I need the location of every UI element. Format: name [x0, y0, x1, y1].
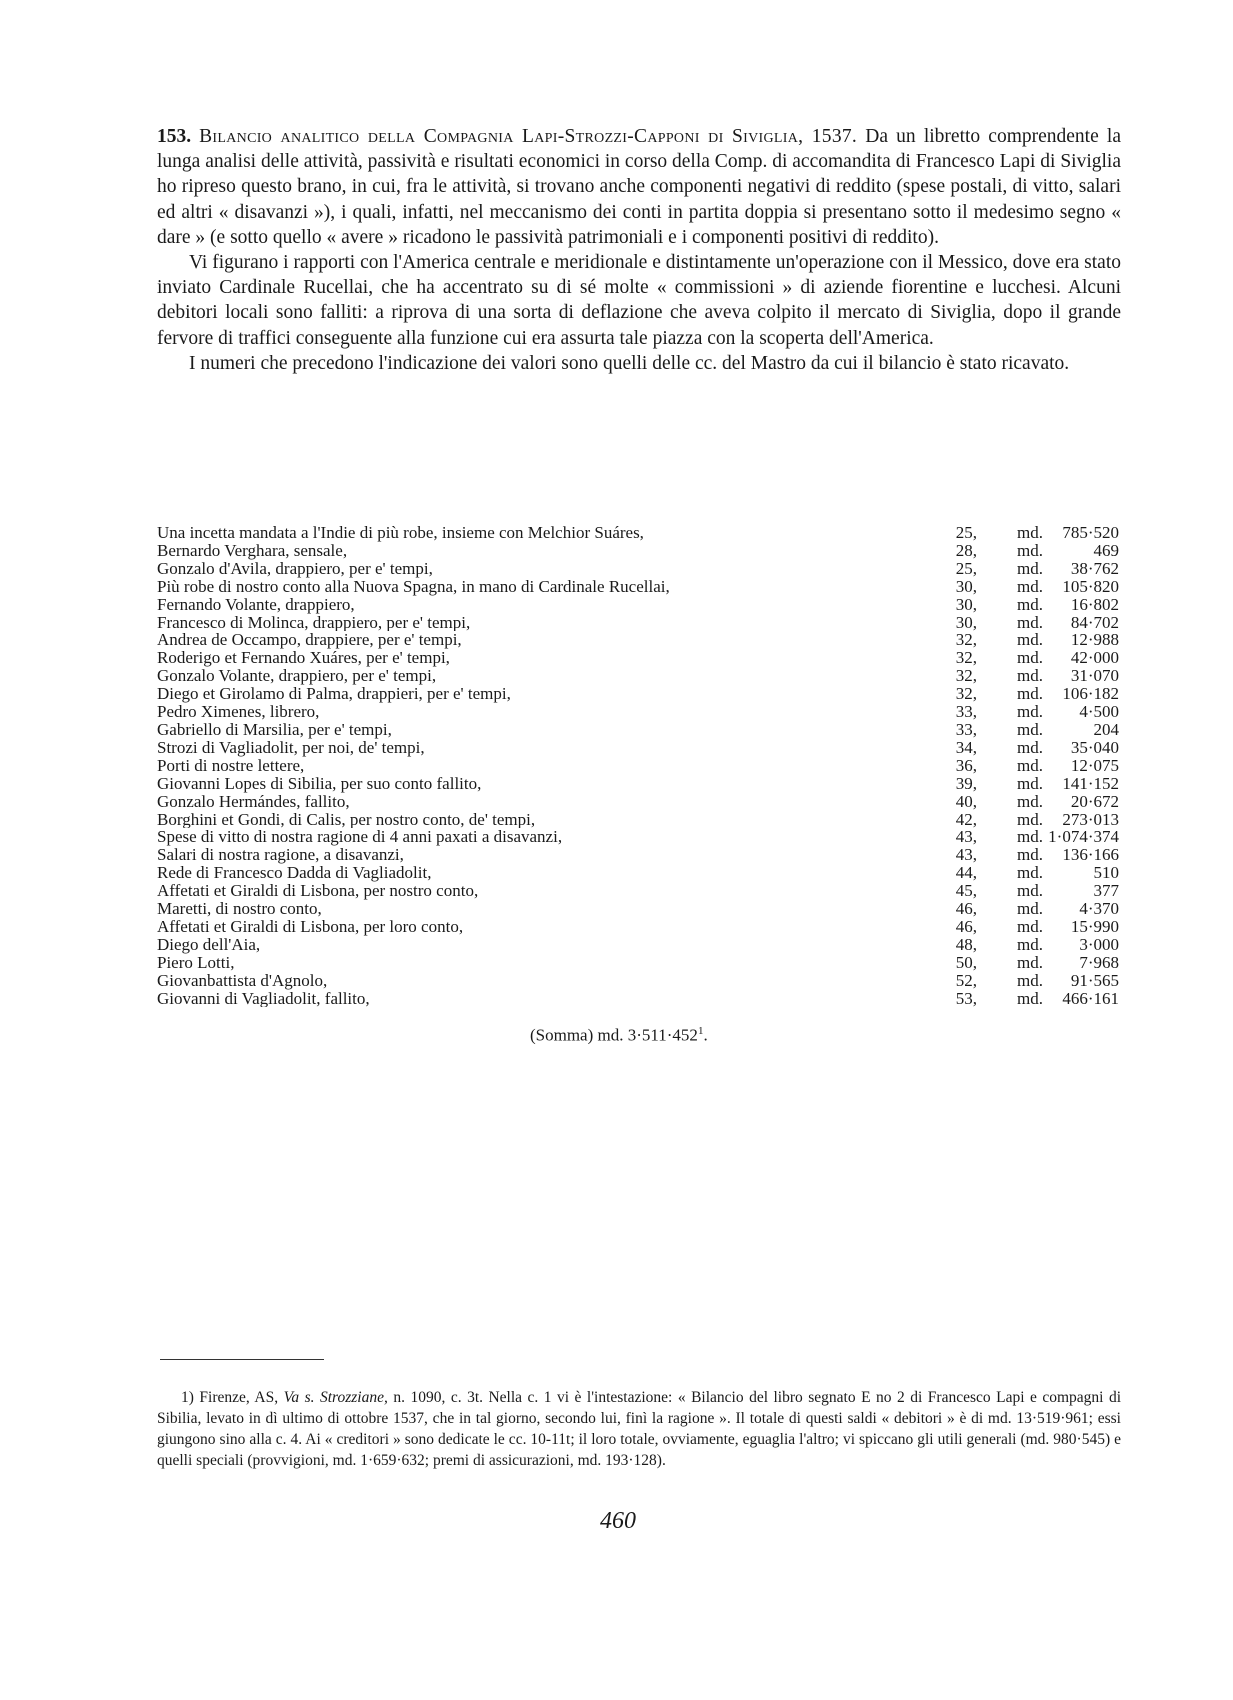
entry-description: Bernardo Verghara, sensale,	[157, 541, 348, 560]
entry-description: Giovanni Lopes di Sibilia, per suo conto fallito,	[157, 774, 482, 793]
entry-amount: 105·820	[1062, 576, 1119, 596]
entry-amount: 204	[1093, 719, 1119, 739]
intro-text	[157, 124, 1121, 376]
entry-unit: md.	[1017, 791, 1043, 811]
ledger-row	[157, 739, 1119, 757]
entry-amount: 273·013	[1062, 809, 1119, 829]
ledger-row	[157, 828, 1119, 846]
entry-amount: 16·802	[1070, 594, 1119, 614]
entry-amount: 12·988	[1070, 630, 1119, 650]
ledger-row	[157, 793, 1119, 811]
entry-amount: 466·161	[1062, 988, 1119, 1008]
entry-unit: md.	[1017, 934, 1043, 954]
entry-description: Giovanni di Vagliadolit, fallito,	[157, 989, 370, 1008]
entry-unit: md.	[1017, 523, 1043, 542]
entry-amount: 785·520	[1062, 523, 1119, 542]
entry-page: 30,	[955, 576, 977, 596]
ledger-row	[157, 667, 1119, 685]
entry-unit: md.	[1017, 576, 1043, 596]
ledger-row	[157, 524, 1119, 542]
entry-unit: md.	[1017, 988, 1043, 1008]
entry-amount: 377	[1093, 881, 1119, 901]
entry-page: 46,	[955, 899, 977, 919]
ledger-row	[157, 900, 1119, 918]
footnote-series: Va s. Strozziane,	[283, 1389, 388, 1406]
entry-description: Borghini et Gondi, di Calis, per nostro conto, de' tempi,	[157, 810, 536, 829]
entry-unit: md.	[1017, 899, 1043, 919]
entry-page: 44,	[955, 863, 977, 883]
entry-unit: md.	[1017, 594, 1043, 614]
paragraph-text: Da un libretto comprendente la lunga analisi delle attività, passività e risultati economici in corso della Comp. di accomandita di Francesco Lapi di Siviglia ho ripreso questo brano, in cui, fra le attività, si trovano anche componenti negativi di reddito (spese postali, di vitto, salari ed altri « disavanzi »), i quali, infatti, nel meccanismo dei conti in partita doppia si presentano sotto il medesimo segno « dare » (e sotto quello « avere » ricadono le passività patrimoniali e i componenti positivi di reddito).	[157, 126, 1121, 248]
entry-unit: md.	[1017, 952, 1043, 972]
entry-page: 36,	[955, 755, 977, 775]
entry-page: 45,	[955, 881, 977, 901]
section-number: 153.	[157, 126, 192, 147]
entry-description: Francesco di Molinca, drappiero, per e' tempi,	[157, 613, 471, 632]
entry-page: 32,	[955, 666, 977, 686]
ledger-row	[157, 649, 1119, 667]
entry-page: 34,	[955, 737, 977, 757]
entry-page: 46,	[955, 916, 977, 936]
entry-page: 32,	[955, 684, 977, 704]
entry-amount: 7·968	[1079, 952, 1119, 972]
entry-page: 39,	[955, 773, 977, 793]
ledger-row	[157, 864, 1119, 882]
entry-page: 32,	[955, 648, 977, 668]
entry-unit: md.	[1017, 558, 1043, 578]
entry-unit: md.	[1017, 684, 1043, 704]
intro-paragraph-1	[157, 124, 1121, 250]
ledger-row	[157, 846, 1119, 864]
footnote-reference: 1	[697, 1025, 704, 1037]
entry-unit: md.	[1017, 630, 1043, 650]
ledger-row	[157, 685, 1119, 703]
entry-unit: md.	[1017, 773, 1043, 793]
entry-amount: 12·075	[1070, 755, 1119, 775]
entry-description: Fernando Volante, drappiero,	[157, 595, 355, 614]
page-number: 460	[600, 1508, 636, 1534]
entry-description: Gabriello di Marsilia, per e' tempi,	[157, 720, 392, 739]
intro-paragraph-2: Vi figurano i rapporti con l'America centrale e meridionale e distintamente un'operazione con il Messico, dove era stato inviato Cardinale Rucellai, che ha accentrato su di sé molte « commissioni » di aziende fiorentine e lucchesi. Alcuni debitori locali sono falliti: a riprova di una sorta di deflazione che aveva colpito il mercato di Siviglia, dopo il grande fervore di traffici conseguente alla funzione cui era assurta tale piazza con la scoperta dell'America.	[157, 252, 1121, 349]
footnote-marker: 1)	[181, 1389, 194, 1406]
entry-description: Roderigo et Fernando Xuáres, per e' tempi,	[157, 649, 450, 668]
entry-unit: md.	[1017, 970, 1043, 990]
entry-amount: 4·370	[1079, 899, 1119, 919]
ledger-row	[157, 936, 1119, 954]
ledger-table	[157, 524, 1119, 1007]
entry-description: Pedro Ximenes, librero,	[157, 703, 320, 721]
entry-page: 40,	[955, 791, 977, 811]
total-text: (Somma) md. 3·511·452	[530, 1025, 698, 1045]
entry-amount: 136·166	[1062, 845, 1119, 865]
entry-unit: md.	[1017, 719, 1043, 739]
entry-description: Una incetta mandata a l'Indie di più robe, insieme con Melchior Suáres,	[157, 524, 644, 542]
ledger-row	[157, 811, 1119, 829]
entry-description: Salari di nostra ragione, a disavanzi,	[157, 846, 404, 865]
entry-page: 48,	[955, 934, 977, 954]
entry-unit: md.	[1017, 612, 1043, 632]
ledger-row	[157, 757, 1119, 775]
ledger-row	[157, 578, 1119, 596]
entry-description: Gonzalo Hermándes, fallito,	[157, 792, 350, 811]
entry-description: Andrea de Occampo, drappiere, per e' tempi,	[157, 631, 462, 650]
entry-page: 30,	[955, 612, 977, 632]
footnote	[157, 1387, 1121, 1471]
entry-page: 33,	[955, 719, 977, 739]
ledger-row	[157, 954, 1119, 972]
entry-description: Gonzalo Volante, drappiero, per e' tempi,	[157, 667, 437, 686]
entry-page: 53,	[955, 988, 977, 1008]
entry-amount: 1·074·374	[1048, 827, 1119, 847]
entry-description: Strozi di Vagliadolit, per noi, de' tempi,	[157, 738, 425, 757]
ledger-row	[157, 990, 1119, 1008]
total-end: .	[703, 1025, 708, 1045]
entry-description: Affetati et Giraldi di Lisbona, per loro conto,	[157, 917, 464, 936]
entry-amount: 38·762	[1070, 558, 1119, 578]
ledger-row	[157, 775, 1119, 793]
ledger-row	[157, 614, 1119, 632]
entry-description: Giovanbattista d'Agnolo,	[157, 971, 328, 990]
entry-amount: 3·000	[1079, 934, 1119, 954]
entry-unit: md.	[1017, 737, 1043, 757]
ledger-row	[157, 542, 1119, 560]
ledger-row	[157, 721, 1119, 739]
entry-page: 25,	[955, 523, 977, 542]
entry-page: 52,	[955, 970, 977, 990]
entry-amount: 4·500	[1079, 702, 1119, 722]
entry-amount: 84·702	[1070, 612, 1119, 632]
ledger-row	[157, 972, 1119, 990]
ledger-row	[157, 882, 1119, 900]
entry-unit: md.	[1017, 916, 1043, 936]
ledger-row	[157, 596, 1119, 614]
entry-unit: md.	[1017, 666, 1043, 686]
ledger-row	[157, 918, 1119, 936]
entry-amount: 141·152	[1062, 773, 1119, 793]
entry-page: 30,	[955, 594, 977, 614]
entry-description: Affetati et Giraldi di Lisbona, per nostro conto,	[157, 882, 479, 901]
entry-description: Maretti, di nostro conto,	[157, 900, 322, 918]
intro-paragraph-3: I numeri che precedono l'indicazione dei valori sono quelli delle cc. del Mastro da cui il bilancio è stato ricavato.	[189, 352, 1070, 374]
footnote-separator	[160, 1359, 324, 1360]
entry-page: 43,	[955, 827, 977, 847]
entry-description: Diego et Girolamo di Palma, drappieri, per e' tempi,	[157, 685, 511, 704]
ledger-total	[530, 1025, 708, 1046]
entry-amount: 31·070	[1070, 666, 1119, 686]
entry-amount: 15·990	[1070, 916, 1119, 936]
entry-description: Porti di nostre lettere,	[157, 756, 305, 775]
entry-amount: 42·000	[1070, 648, 1119, 668]
entry-description: Più robe di nostro conto alla Nuova Spagna, in mano di Cardinale Rucellai,	[157, 577, 670, 596]
entry-page: 33,	[955, 702, 977, 722]
entry-page: 50,	[955, 952, 977, 972]
entry-page: 43,	[955, 845, 977, 865]
entry-description: Gonzalo d'Avila, drappiero, per e' tempi,	[157, 559, 433, 578]
entry-unit: md.	[1017, 881, 1043, 901]
entry-description: Spese di vitto di nostra ragione di 4 anni paxati a disavanzi,	[157, 828, 563, 847]
ledger-row	[157, 560, 1119, 578]
footnote-source: Firenze, AS,	[199, 1389, 279, 1406]
entry-amount: 20·672	[1070, 791, 1119, 811]
entry-amount: 510	[1093, 863, 1119, 883]
entry-description: Diego dell'Aia,	[157, 935, 261, 954]
ledger-row	[157, 703, 1119, 721]
entry-page: 32,	[955, 630, 977, 650]
entry-unit: md.	[1017, 755, 1043, 775]
entry-page: 25,	[955, 558, 977, 578]
entry-unit: md.	[1017, 845, 1043, 865]
section-title: Bilancio analitico della Compagnia Lapi-Strozzi-Capponi di Siviglia, 1537.	[199, 126, 858, 147]
entry-amount: 91·565	[1070, 970, 1119, 990]
footnote-body: n. 1090, c. 3t. Nella c. 1 vi è l'intestazione: « Bilancio del libro segnato E no 2 di Francesco Lapi e compagni di Sibilia, levato in dì ultimo di ottobre 1537, che in tal giorno, secondo lui, finì la ragione ». Il totale di questi saldi « debitori » è di md. 13·519·961; essi giungono sino alla c. 4. Ai « creditori » sono dedicate le cc. 10-11t; il loro totale, ovviamente, eguaglia l'altro; vi spiccano gli utili generali (md. 980·545) e quelli speciali (provvigioni, md. 1·659·632; premi di assicurazioni, md. 193·128).	[157, 1389, 1122, 1469]
entry-page: 28,	[955, 540, 977, 560]
entry-amount: 106·182	[1062, 684, 1119, 704]
entry-unit: md.	[1017, 809, 1043, 829]
entry-page: 42,	[955, 809, 977, 829]
entry-unit: md.	[1017, 702, 1043, 722]
entry-amount: 469	[1093, 540, 1119, 560]
entry-unit: md.	[1017, 863, 1043, 883]
entry-unit: md.	[1017, 827, 1043, 847]
entry-amount: 35·040	[1070, 737, 1119, 757]
ledger-row	[157, 631, 1119, 649]
entry-unit: md.	[1017, 540, 1043, 560]
entry-description: Piero Lotti,	[157, 953, 235, 972]
entry-description: Rede di Francesco Dadda di Vagliadolit,	[157, 864, 432, 883]
entry-unit: md.	[1017, 648, 1043, 668]
